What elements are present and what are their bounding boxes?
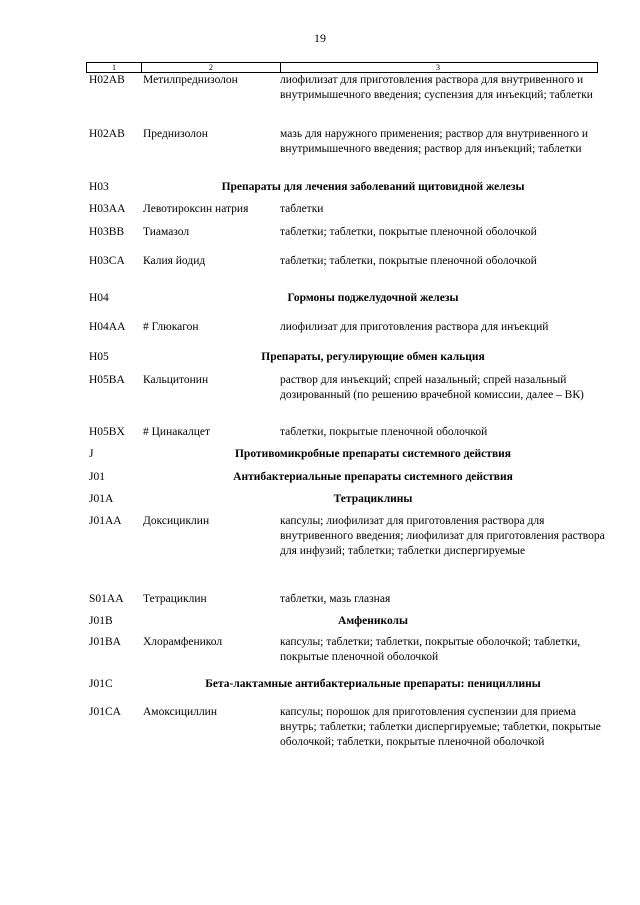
dosage-forms: таблетки [280, 203, 324, 215]
atc-code: J01CA [89, 706, 121, 718]
drug-name: Тиамазол [143, 226, 190, 238]
dosage-forms: лиофилизат для приготовления раствора для внутривенного и внутримышечного введения; суспензия для инъекций; таблетки [280, 74, 593, 101]
group-title: Препараты для лечения заболеваний щитовидной железы [221, 181, 525, 193]
dosage-forms: таблетки, покрытые пленочной оболочкой [280, 426, 488, 438]
atc-code: H03BB [89, 226, 125, 238]
drug-name: Доксициклин [143, 515, 210, 527]
column-header-2: 2 [141, 63, 281, 72]
dosage-forms: лиофилизат для приготовления раствора для инъекций [280, 321, 549, 333]
dosage-forms: таблетки; таблетки, покрытые пленочной оболочкой [280, 255, 537, 267]
drug-name: # Глюкагон [143, 321, 199, 333]
atc-code: H03 [89, 181, 109, 193]
atc-code: J01C [89, 678, 113, 690]
atc-code: H02AB [89, 74, 125, 86]
atc-code: H04AA [89, 321, 126, 333]
atc-code: H04 [89, 292, 109, 304]
group-title: Препараты, регулирующие обмен кальция [261, 351, 485, 363]
atc-code: H03AA [89, 203, 126, 215]
column-header-1: 1 [112, 63, 116, 72]
atc-code: J01BA [89, 636, 121, 648]
group-title: Амфениколы [338, 615, 408, 627]
group-title: Противомикробные препараты системного действия [234, 448, 511, 460]
atc-code: J01AA [89, 515, 122, 527]
atc-code: H02AB [89, 128, 125, 140]
group-title: Гормоны поджелудочной железы [287, 292, 459, 304]
dosage-forms: таблетки, мазь глазная [280, 593, 391, 605]
drug-name: Хлорамфеникол [143, 636, 223, 648]
drug-name: Преднизолон [143, 128, 208, 140]
atc-code: H05 [89, 351, 109, 363]
atc-code: H05BA [89, 374, 125, 386]
atc-code: J01B [89, 615, 113, 627]
drug-name: Левотироксин натрия [143, 203, 249, 215]
drug-name: Метилпреднизолон [143, 74, 238, 86]
atc-code: S01AA [89, 593, 124, 605]
atc-code: J01 [89, 471, 105, 483]
group-title: Бета-лактамные антибактериальные препараты: пенициллины [205, 678, 541, 690]
dosage-forms: капсулы; таблетки; таблетки, покрытые оболочкой; таблетки, покрытые пленочной оболочкой [280, 636, 581, 663]
atc-code: H05BX [89, 426, 125, 438]
page-number: 19 [314, 31, 326, 45]
group-title: Тетрациклины [333, 493, 413, 505]
table-header [86, 62, 598, 73]
drug-name: Амоксициллин [143, 706, 217, 718]
atc-code: J01A [89, 493, 114, 505]
drug-name: Калия йодид [143, 255, 206, 267]
drug-name: # Цинакалцет [143, 426, 210, 438]
atc-code: J [89, 448, 94, 460]
dosage-forms: таблетки; таблетки, покрытые пленочной оболочкой [280, 226, 537, 238]
dosage-forms: капсулы; лиофилизат для приготовления раствора для внутривенного введения; лиофилизат для приготовления раствора для инфузий; таблетки; таблетки диспергируемые [280, 515, 605, 557]
dosage-forms: капсулы; порошок для приготовления суспензии для приема внутрь; таблетки; таблетки диспергируемые; таблетки, покрытые оболочкой; таблетки, покрытые пленочной оболочкой [280, 706, 601, 748]
column-header-3: 3 [436, 63, 440, 72]
dosage-forms: мазь для наружного применения; раствор для внутривенного и внутримышечного введения; раствор для инъекций; таблетки [280, 128, 589, 155]
atc-code: H03CA [89, 255, 125, 267]
drug-name: Тетрациклин [143, 593, 207, 605]
drug-name: Кальцитонин [143, 374, 209, 386]
group-title: Антибактериальные препараты системного действия [233, 471, 513, 483]
dosage-forms: раствор для инъекций; спрей назальный; спрей назальный дозированный (по решению врачебной комиссии, далее – ВК) [280, 374, 584, 401]
